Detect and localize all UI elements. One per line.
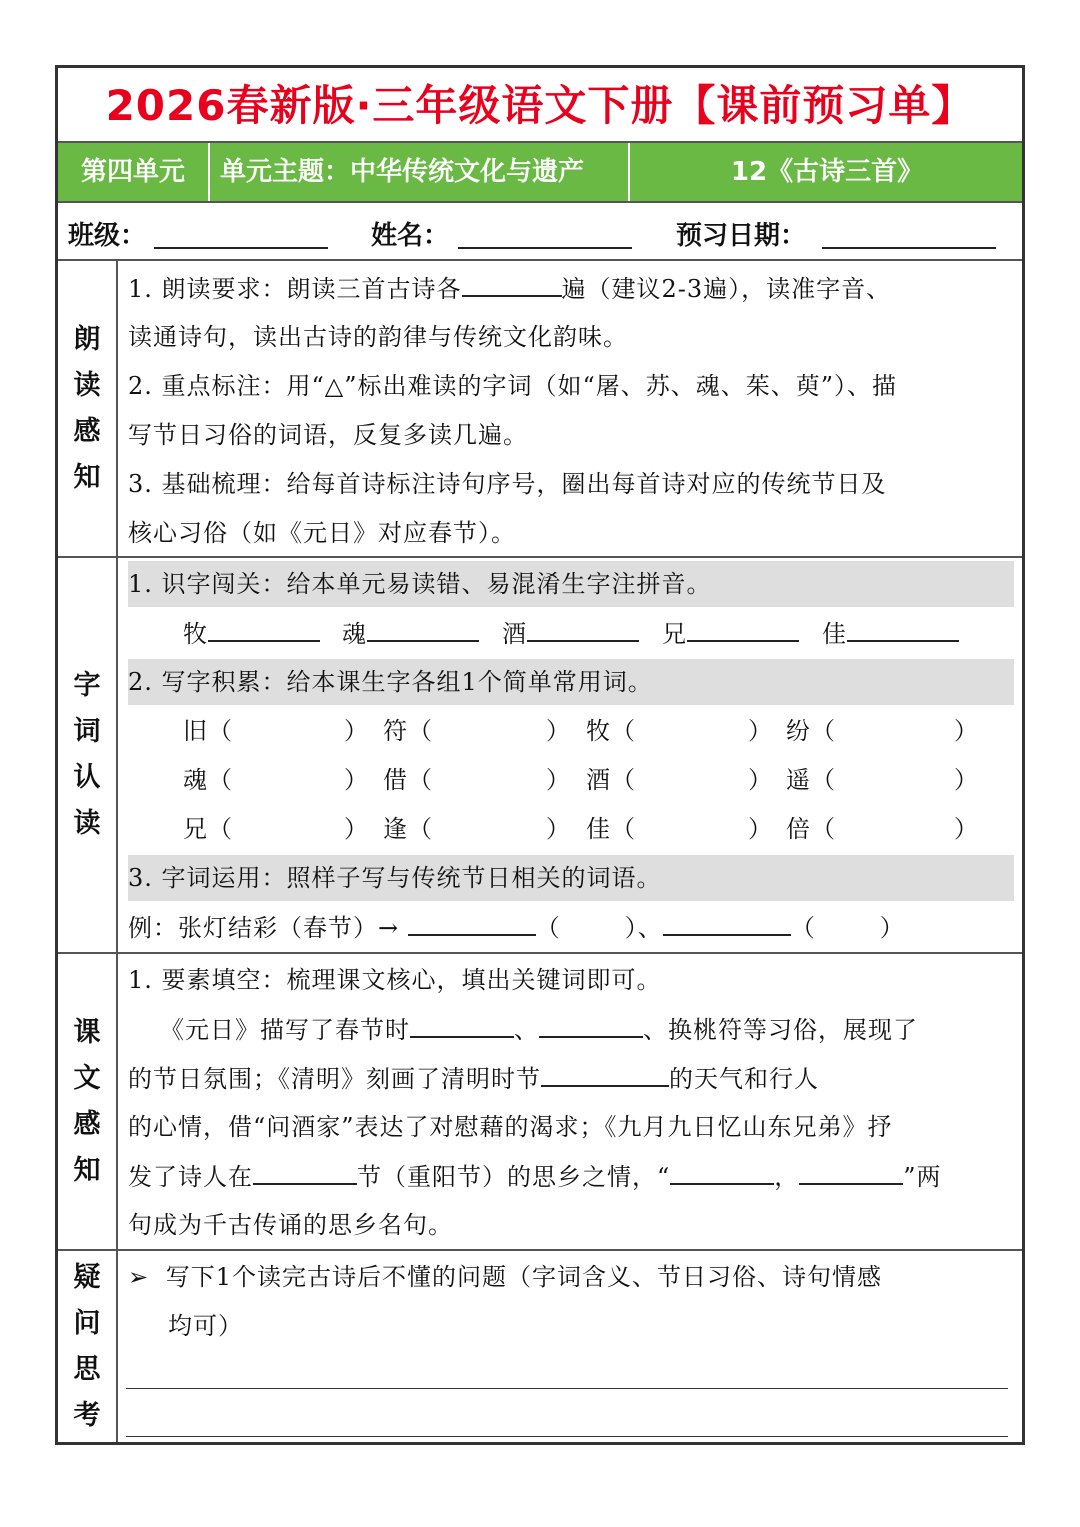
date-field[interactable] <box>822 247 996 249</box>
text-para-line-2: 的节日氛围；《清明》刻画了清明时节 的天气和行人 <box>128 1055 1014 1101</box>
text-task-1: 1. 要素填空：梳理课文核心，填出关键词即可。 <box>128 966 662 994</box>
text-para-line-1: 《元日》描写了春节时 、 、换桃符等习俗，展现了 <box>128 1006 1014 1052</box>
class-field[interactable] <box>154 247 328 249</box>
example-text: 例：张灯结彩（春节）→ <box>128 914 400 942</box>
words-task-3: 3. 字词运用：照样子写与传统节日相关的词语。 <box>128 855 1014 901</box>
pinyin-item: 酒 <box>502 610 639 656</box>
bullet-icon: ➢ <box>128 1263 150 1291</box>
question-prompt-line-1: ➢ 写下1个读完古诗后不懂的问题（字词含义、节日习俗、诗句情感 <box>128 1263 883 1291</box>
section-label: 课 文 感 知 <box>58 954 118 1249</box>
reading-line-3: 2. 重点标注：用“△”标出难读的字词（如“屠、苏、魂、茱、萸”）、描 <box>128 372 898 400</box>
pinyin-item: 佳 <box>822 610 959 656</box>
reading-line-5: 3. 基础梳理：给每首诗标注诗句序号，圈出每首诗对应的传统节日及 <box>128 470 887 498</box>
section-label: 字 词 认 读 <box>58 558 118 952</box>
festival-word-blank-1[interactable] <box>408 904 536 936</box>
worksheet <box>55 65 1025 1445</box>
example-row: 例：张灯结彩（春节）→ （ ）、 （ ） <box>128 904 1014 950</box>
group-row-2: 魂（ ） 借（ ） 酒（ ） 遥（ ） <box>183 766 979 794</box>
unit-theme: 单元主题：中华传统文化与遗产 <box>210 143 630 201</box>
group-row-1: 旧（ ） 符（ ） 牧（ ） 纷（ ） <box>183 717 979 745</box>
pinyin-row <box>128 610 1014 656</box>
festival-word-blank-2[interactable] <box>663 904 791 936</box>
name-label: 姓名： <box>371 221 450 251</box>
section-question <box>58 1251 1022 1442</box>
section-label: 朗 读 感 知 <box>58 261 118 556</box>
student-info-row <box>58 203 1022 261</box>
lesson-title: 12《古诗三首》 <box>730 157 924 187</box>
answer-line-1[interactable] <box>126 1388 1008 1389</box>
section-text <box>58 954 1022 1251</box>
page-title: 2026春新版·三年级语文下册【课前预习单】 <box>58 68 1022 143</box>
words-task-1: 1. 识字闯关：给本单元易读错、易混淆生字注拼音。 <box>128 561 1014 607</box>
date-label: 预习日期： <box>676 221 807 251</box>
text-para-line-3: 的心情，借“问酒家”表达了对慰藉的渴求；《九月九日忆山东兄弟》抒 <box>128 1113 893 1141</box>
section-reading <box>58 261 1022 558</box>
reading-line-4: 写节日习俗的词语，反复多读几遍。 <box>128 421 528 449</box>
group-row-3: 兄（ ） 逢（ ） 佳（ ） 倍（ ） <box>183 815 979 843</box>
class-label: 班级： <box>68 221 147 251</box>
text-para-line-5: 句成为千古传诵的思乡名句。 <box>128 1211 453 1239</box>
unit-label: 第四单元 <box>58 143 210 201</box>
question-prompt-line-2: 均可） <box>168 1312 243 1340</box>
words-task-2: 2. 写字积累：给本课生字各组1个简单常用词。 <box>128 659 1014 705</box>
text-para-line-4: 发了诗人在 节（重阳节）的思乡之情，“ ， ”两 <box>128 1153 1014 1199</box>
reading-line-1: 1. 朗读要求：朗读三首古诗各 遍（建议2-3遍），读准字音、 <box>128 265 1014 311</box>
pinyin-item: 兄 <box>662 610 799 656</box>
unit-header-bar <box>58 143 1022 203</box>
section-words <box>58 558 1022 954</box>
reading-line-2: 读通诗句，读出古诗的韵律与传统文化韵味。 <box>128 323 628 351</box>
reading-line-6: 核心习俗（如《元日》对应春节）。 <box>128 519 516 547</box>
answer-line-2[interactable] <box>126 1436 1008 1437</box>
pinyin-item: 牧 <box>183 610 320 656</box>
pinyin-item: 魂 <box>342 610 479 656</box>
name-field[interactable] <box>458 247 632 249</box>
reading-times-blank[interactable] <box>462 265 562 297</box>
section-label: 疑 问 思 考 <box>58 1251 118 1442</box>
